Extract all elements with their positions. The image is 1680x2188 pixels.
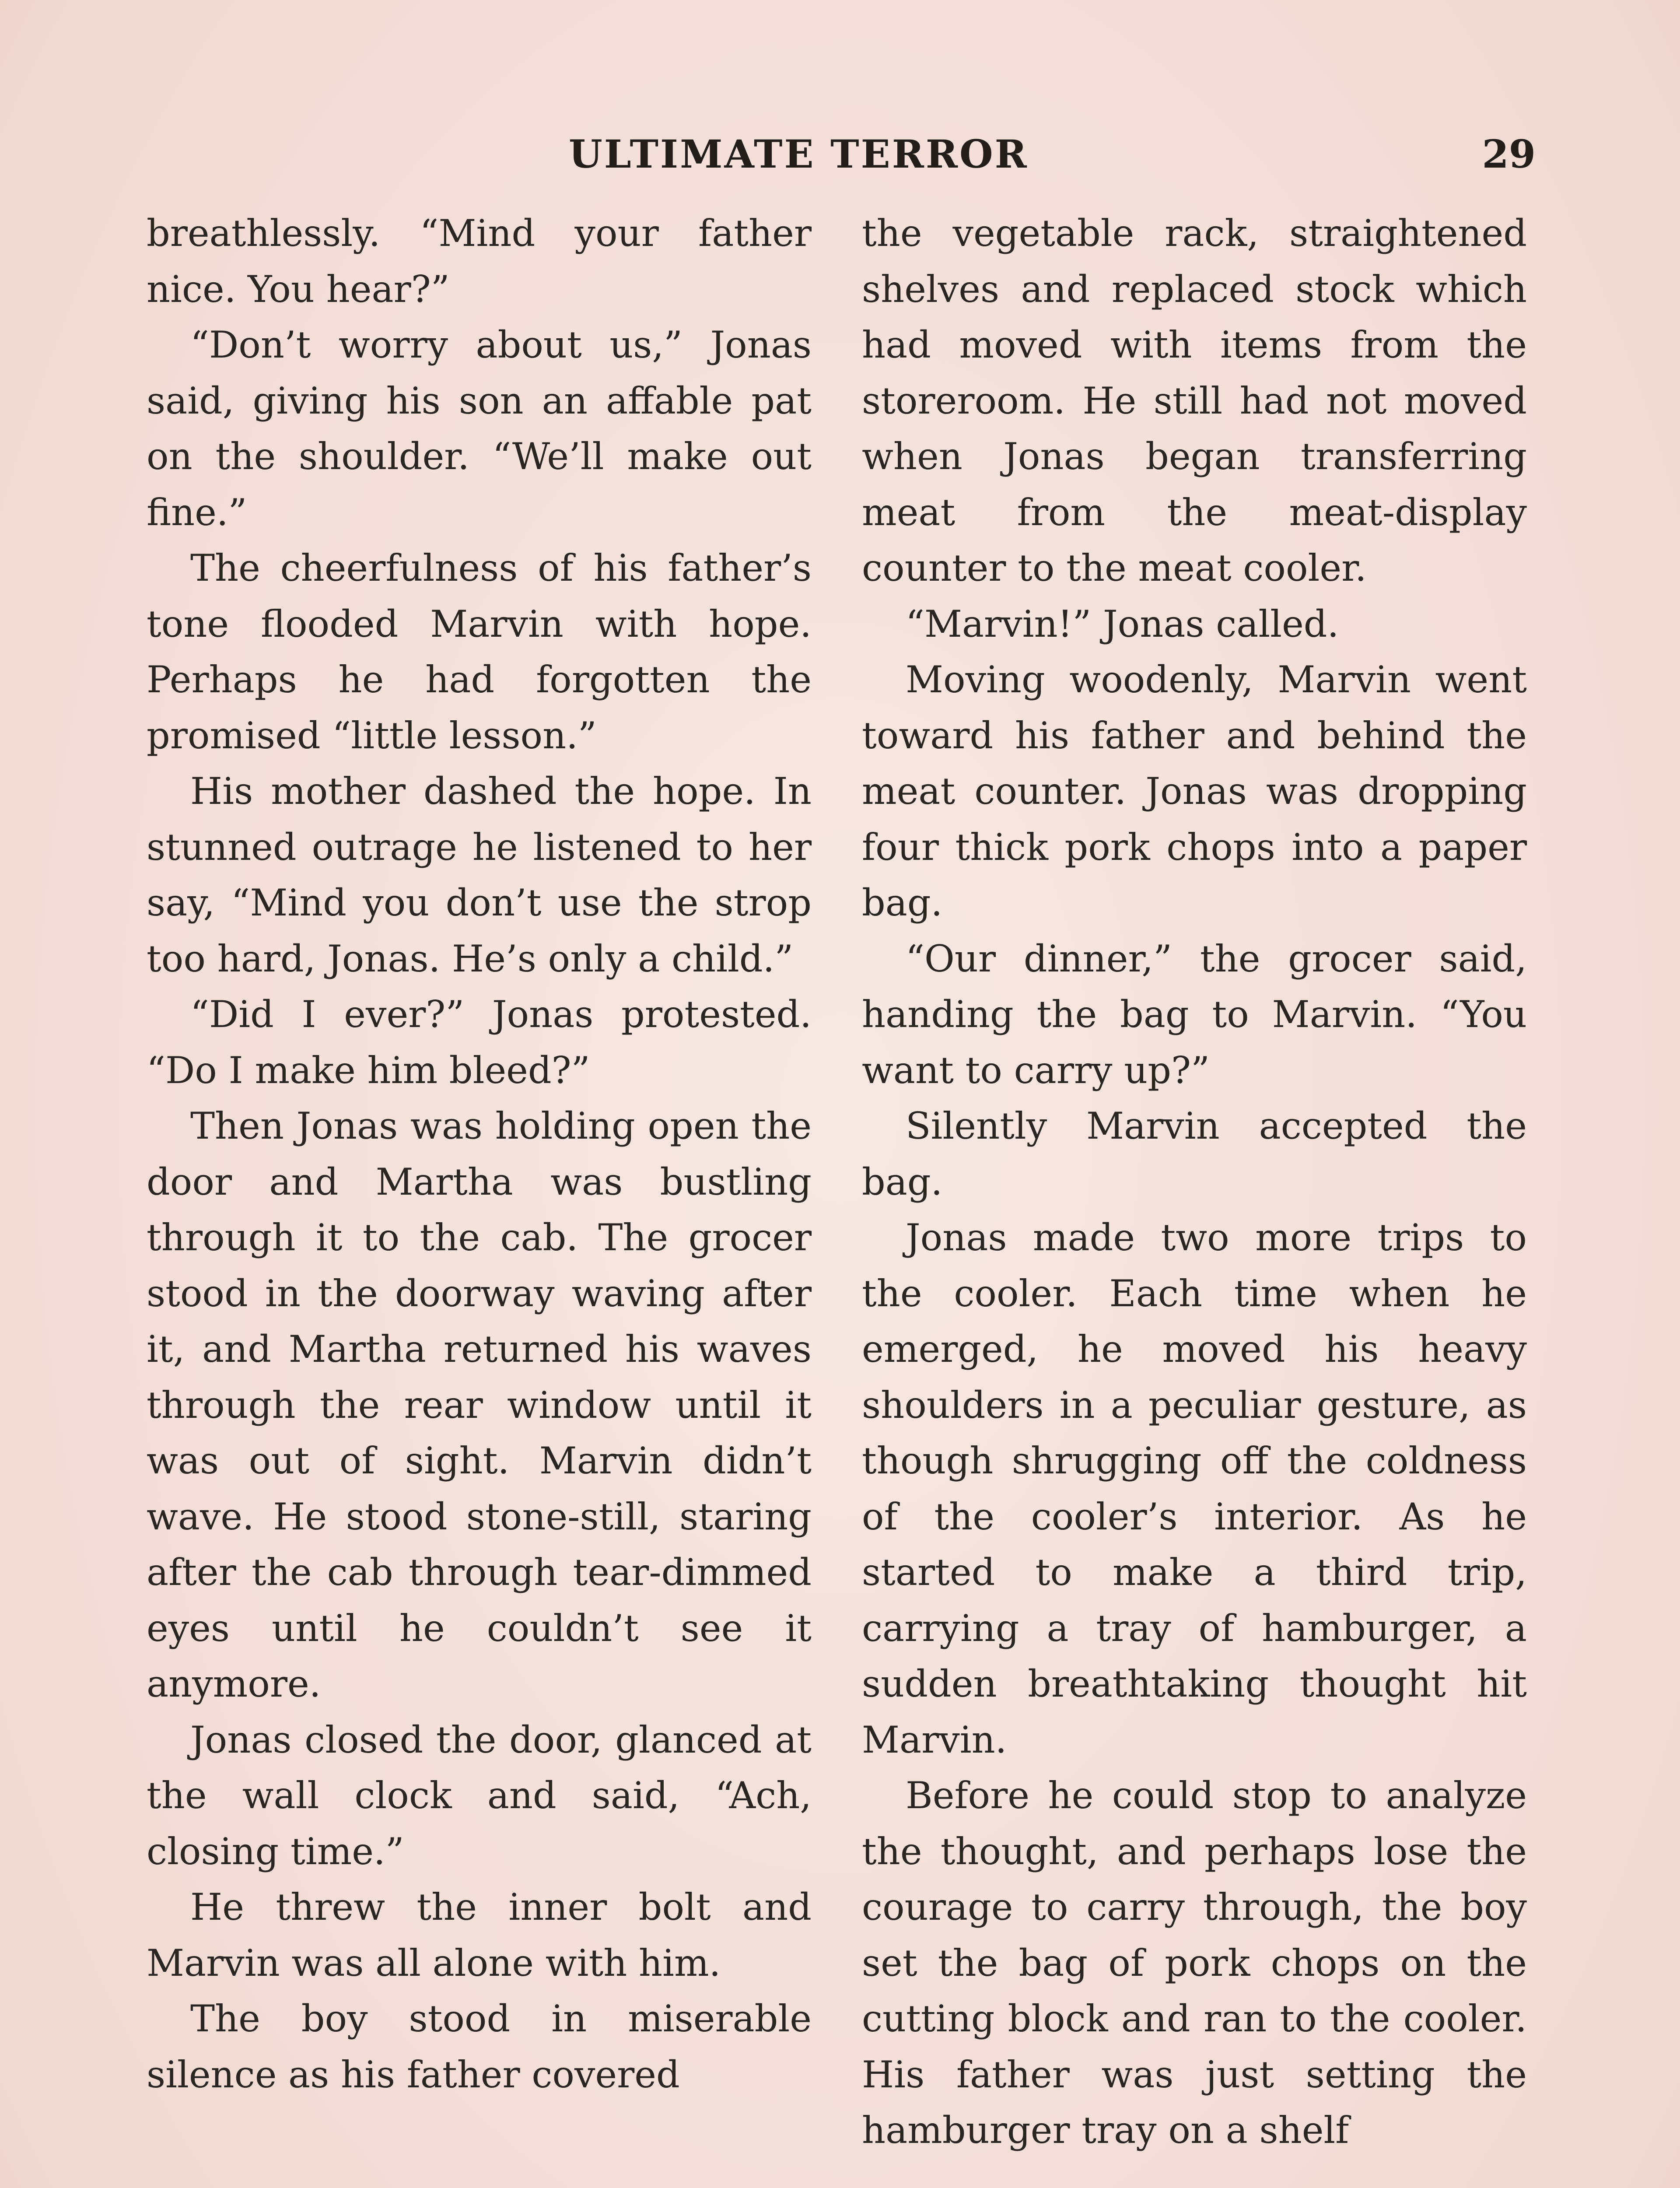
paragraph: Silently Marvin accepted the bag. — [862, 1105, 1527, 1203]
paragraph: The boy stood in miserable silence as his father covered — [147, 1997, 812, 2096]
paragraph: “Did I ever?” Jonas protested. “Do I make him bleed?” — [147, 993, 812, 1092]
paragraph: He threw the inner bolt and Marvin was all alone with him. — [147, 1886, 812, 1985]
page-number: 29 — [1482, 131, 1536, 177]
paragraph: the vegetable rack, straightened shelves and replaced stock which had moved with items from the storeroom. He still had not moved when Jonas began transferring meat from the meat-display counter to the meat cooler. — [862, 212, 1527, 589]
page-header — [144, 131, 1536, 184]
paragraph: The cheerfulness of his father’s tone flooded Marvin with hope. Perhaps he had forgotten the promised “little lesson.” — [147, 547, 812, 757]
paragraph: Before he could stop to analyze the thought, and perhaps lose the courage to carry through, the boy set the bag of pork chops on the cutting block and ran to the cooler. His father was just setting the hamburger tray on a shelf — [862, 1774, 1527, 2152]
paragraph: Jonas closed the door, glanced at the wall clock and said, “Ach, closing time.” — [147, 1718, 812, 1873]
paragraph: Jonas made two more trips to the cooler. Each time when he emerged, he moved his heavy shoulders in a peculiar gesture, as though shrugging off the coldness of the cooler’s interior. As he started to make a third trip, carrying a tray of hamburger, a sudden breathtaking thought hit Marvin. — [862, 1216, 1527, 1761]
left-text-column — [147, 206, 812, 2103]
paragraph: Moving woodenly, Marvin went toward his father and behind the meat counter. Jonas was dropping four thick pork chops into a paper bag. — [862, 658, 1527, 924]
running-title: ULTIMATE TERROR — [569, 131, 1029, 177]
paragraph: breathlessly. “Mind your father nice. You hear?” — [147, 212, 812, 311]
right-text-column — [862, 206, 1527, 2159]
paragraph: “Don’t worry about us,” Jonas said, giving his son an affable pat on the shoulder. “We’ll make out fine.” — [147, 323, 812, 534]
paragraph: Then Jonas was holding open the door and Martha was bustling through it to the cab. The grocer stood in the doorway waving after it, and Martha returned his waves through the rear window until it was out of sight. Marvin didn’t wave. He stood stone-still, staring after the cab through tear-dimmed eyes until he couldn’t see it anymore. — [147, 1105, 812, 1705]
paragraph: His mother dashed the hope. In stunned outrage he listened to her say, “Mind you don’t use the strop too hard, Jonas. He’s only a child.” — [147, 770, 812, 980]
paragraph: “Marvin!” Jonas called. — [906, 602, 1339, 645]
paragraph: “Our dinner,” the grocer said, handing the bag to Marvin. “You want to carry up?” — [862, 937, 1527, 1092]
